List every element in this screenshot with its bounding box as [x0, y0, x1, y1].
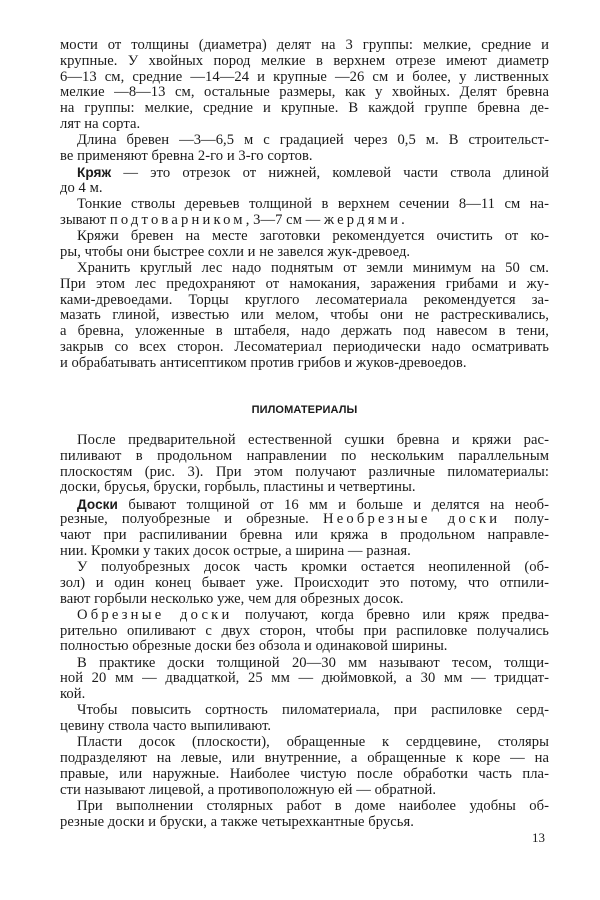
- text-span: резные, полуобрезные и обрезные.: [60, 511, 323, 528]
- text-line: нии. Кромки у таких досок острые, а ширина — разная.: [60, 542, 411, 559]
- text-line: до 4 м.: [60, 179, 103, 196]
- paragraph-heartwood: [60, 703, 549, 735]
- text-line: кой.: [60, 686, 86, 702]
- text-line: полностью обрезные доски без обзола и одинаковой ширины.: [60, 638, 448, 655]
- text-line: При этом лес предохраняют от намокания, заражения грибами и жу-: [60, 275, 549, 292]
- text-line: и обрабатывать антисептиком против грибов и жуков-древоедов.: [60, 354, 467, 371]
- paragraph-semi-edged: [60, 560, 549, 607]
- text-span: бывают толщиной от 16 мм и больше и делятся на необ-: [117, 496, 549, 513]
- text-line: на группы: мелкие, средние и крупные. В каждой группе бревна де-: [60, 100, 549, 116]
- text-line: Хранить круглый лес надо поднятым от земли минимум на 50 см.: [77, 260, 549, 276]
- paragraph-carpentry: [60, 799, 549, 831]
- text-line: 6—13 см, средние —14—24 и крупные —26 см и более, у лиственных: [60, 68, 549, 85]
- text-line: [60, 497, 549, 513]
- paragraph-tes: [60, 656, 549, 703]
- term-kryazh: Кряж: [77, 165, 112, 180]
- text-line: вают горбыли несколько уже, чем для обрезных досок.: [60, 590, 404, 607]
- text-line: У полуобрезных досок часть кромки остается неопиленной (об-: [77, 559, 549, 575]
- text-line: Тонкие стволы деревьев толщиной в верхнем сечении 8—11 см на-: [77, 196, 549, 212]
- paragraph-log-groups: [60, 38, 549, 133]
- text-line: закрыв со всех сторон. Лесоматериал периодически надо осматривать: [60, 338, 549, 355]
- book-page: [60, 37, 550, 830]
- paragraph-sawing: [60, 433, 549, 496]
- paragraph-boards: [60, 497, 549, 560]
- text-line: цевину ствола часто выпиливают.: [60, 718, 272, 734]
- text-line: резные доски и бруски, а также четырехкантные брусья.: [60, 813, 414, 830]
- text-line: ной 20 мм — двадцаткой, 25 мм — дюймовкой, а 30 мм — тридцат-: [60, 670, 549, 687]
- text-line: ками-древоедами. Торцы круглого лесоматериала рекомендуется за-: [60, 291, 549, 308]
- term-zherdi: жердями: [324, 211, 402, 228]
- text-line: подразделяют на левые, или внутренние, а обращенные к коре — на: [60, 750, 549, 766]
- text-line: [60, 512, 549, 528]
- term-neobreznye-doski: Необрезные доски: [323, 511, 501, 528]
- text-line: доски, брусья, бруски, горбыль, пластины и четвертины.: [60, 479, 416, 496]
- text-span: полу-: [500, 511, 549, 528]
- paragraph-kryazh-definition: [60, 165, 549, 197]
- text-span: .: [401, 211, 405, 228]
- text-line: мости от толщины (диаметра) делят на 3 группы: мелкие, средние и: [60, 37, 549, 53]
- text-line: Чтобы повысить сортность пиломатериала, при распиловке серд-: [77, 702, 549, 719]
- text-line: мазать глиной, известью или мелом, чтобы они не растрескивались,: [60, 307, 549, 324]
- text-line: [60, 608, 549, 624]
- text-line: лят на сорта.: [60, 115, 141, 132]
- text-line: ве применяют бревна 2-го и 3-го сортов.: [60, 147, 313, 164]
- text-line: сти называют лицевой, а противоположную ей — обратной.: [60, 781, 437, 798]
- text-line: Длина бревен —3—6,5 м с градацией через 0,5 м. В строительст-: [77, 132, 549, 148]
- text-line: крупные. У хвойных пород мелкие в верхнем отрезе имеют диаметр: [60, 52, 549, 69]
- text-span: , 3—7 см —: [245, 211, 325, 228]
- text-line: После предварительной естественной сушки бревна и кряжи рас-: [77, 432, 549, 448]
- term-podtovarnik: подтоварником: [109, 211, 246, 228]
- text-line: пиливают в продольном направлении по нескольким параллельным: [60, 447, 549, 464]
- text-line: рительно опиливают с двух сторон, чтобы при распиловке получались: [60, 622, 549, 639]
- paragraph-edged: [60, 608, 549, 655]
- text-line: а бревна, уложенные в штабеля, надо держать под навесом в тени,: [60, 323, 549, 339]
- text-line: зол) и один конец бывает уже. Происходит это потому, что отпили-: [60, 574, 549, 591]
- text-span: — это отрезок от нижней, комлевой части ствола длиной: [111, 165, 549, 181]
- term-obreznye-doski: Обрезные доски: [77, 606, 233, 623]
- paragraph-debarking: [60, 229, 549, 261]
- text-line: [60, 213, 549, 229]
- text-line: [60, 165, 549, 181]
- paragraph-log-length: [60, 133, 549, 165]
- text-line: Кряжи бревен на месте заготовки рекомендуется очистить от ко-: [77, 228, 549, 244]
- text-line: ры, чтобы они быстрее сохли и не завелся жук-древоед.: [60, 243, 411, 260]
- page-number: 13: [532, 830, 545, 845]
- text-line: Пласти досок (плоскости), обращенные к сердцевине, столяры: [77, 734, 549, 751]
- term-doski: Доски: [77, 496, 118, 512]
- paragraph-storage: [60, 261, 549, 371]
- text-line: В практике доски толщиной 20—30 мм называют тесом, толщи-: [77, 654, 549, 671]
- text-span: зывают: [60, 211, 110, 228]
- paragraph-plasti: [60, 735, 549, 798]
- text-line: При выполнении столярных работ в доме наиболее удобны об-: [77, 797, 549, 814]
- section-lumber: [60, 433, 549, 831]
- text-line: мелкие —8—13 см, остальные размеры, как у хвойных. Делят бревна: [60, 84, 549, 101]
- paragraph-thin-trunks: [60, 197, 549, 229]
- text-line: правые, или наружные. Наиболее чистую после обработки часть пла-: [60, 765, 549, 782]
- text-line: плоскостям (рис. 3). При этом получают различные пиломатериалы:: [60, 463, 549, 480]
- text-line: чают при распиливании бревна или кряжа в продольном направле-: [60, 527, 549, 543]
- text-span: получают, когда бревно или кряж предва-: [232, 606, 550, 623]
- section-heading: ПИЛОМАТЕРИАЛЫ: [251, 404, 358, 416]
